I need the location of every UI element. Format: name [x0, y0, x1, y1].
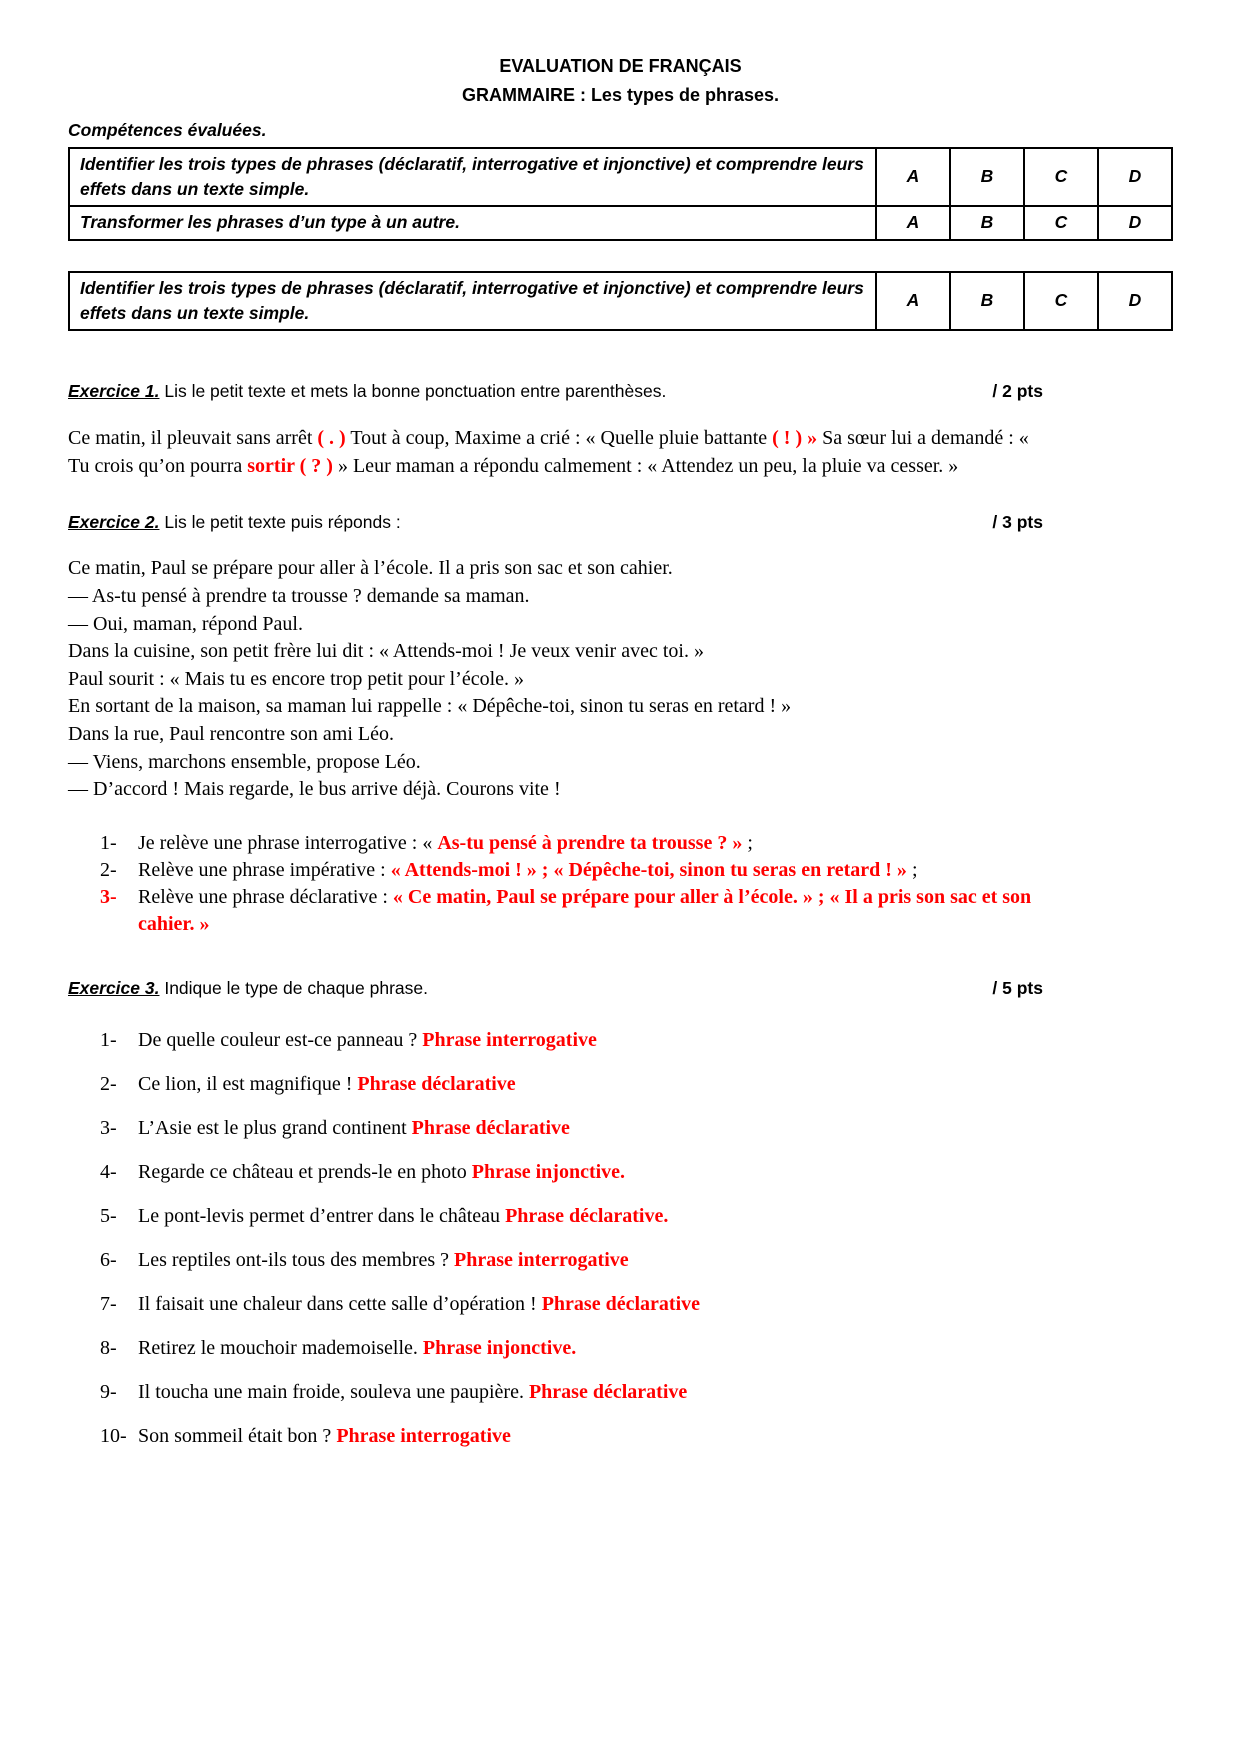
story-line: — Oui, maman, répond Paul.	[68, 612, 303, 635]
competency-label: Identifier les trois types de phrases (déclaratif, interrogative et injonctive) et comprendre leurs effets dans un texte simple.	[69, 148, 876, 207]
item-number: 9-	[100, 1380, 117, 1403]
exercise2-story	[68, 555, 1043, 803]
text-segment: Ce matin, il pleuvait sans arrêt	[68, 427, 318, 450]
story-line: Paul sourit : « Mais tu es encore trop petit pour l’école. »	[68, 667, 525, 690]
grade-cell-d: D	[1098, 272, 1172, 331]
story-line: — Viens, marchons ensemble, propose Léo.	[68, 750, 421, 773]
table-row	[69, 272, 1172, 331]
item-text	[138, 830, 1043, 857]
list-item	[100, 830, 1043, 857]
item-number: 10-	[100, 1424, 127, 1447]
answer-text: Phrase déclarative	[411, 1116, 570, 1139]
item-text	[138, 1379, 1043, 1406]
sentence: Les reptiles ont-ils tous des membres ?	[138, 1248, 455, 1271]
exercise2-points: / 3 pts	[992, 512, 1043, 533]
exercise3-points: / 5 pts	[992, 977, 1043, 998]
story-line: Ce matin, Paul se prépare pour aller à l’école. Il a pris son sac et son cahier.	[68, 557, 673, 580]
item-text	[138, 1423, 1043, 1450]
sentence: Il faisait une chaleur dans cette salle d’opération !	[138, 1292, 542, 1315]
sentence: Ce lion, il est magnifique !	[138, 1072, 358, 1095]
exercise1-label: Exercice 1.	[68, 381, 160, 402]
list-item	[100, 1291, 1043, 1318]
item-text	[138, 1203, 1043, 1230]
document-subtitle: GRAMMAIRE : Les types de phrases.	[461, 84, 780, 105]
item-text	[138, 857, 1043, 884]
grade-cell-c: C	[1024, 206, 1098, 239]
grade-cell-d: D	[1098, 148, 1172, 207]
story-line: Dans la cuisine, son petit frère lui dit : « Attends-moi ! Je veux venir avec toi. »	[68, 640, 704, 663]
exercise1-header	[68, 381, 1043, 402]
table-row	[69, 148, 1172, 207]
exercise1-points: / 2 pts	[992, 381, 1043, 402]
story-line: — D’accord ! Mais regarde, le bus arrive déjà. Courons vite !	[68, 778, 561, 801]
document-header	[68, 52, 1173, 110]
body-column	[68, 381, 1043, 1449]
competency-label: Identifier les trois types de phrases (déclaratif, interrogative et injonctive) et comprendre leurs effets dans un texte simple.	[69, 272, 876, 331]
text-segment: ;	[742, 831, 753, 854]
text-segment: Je relève une phrase interrogative : «	[138, 831, 438, 854]
answer-text: « Ce matin, Paul se prépare pour aller à l’école. » ; « Il a pris son sac et son cahier. »	[138, 885, 1032, 935]
list-item	[100, 1159, 1043, 1186]
item-text	[138, 1071, 1043, 1098]
grade-cell-a: A	[876, 272, 950, 331]
item-number: 6-	[100, 1248, 117, 1271]
answer-text: Phrase interrogative	[422, 1028, 597, 1051]
sentence: Son sommeil était bon ?	[138, 1424, 337, 1447]
item-text	[138, 1159, 1043, 1186]
item-number: 3-	[100, 885, 117, 908]
text-segment: ;	[906, 858, 918, 881]
competences-heading: Compétences évaluées.	[68, 119, 267, 140]
grade-cell-b: B	[950, 148, 1024, 207]
table-row	[69, 206, 1172, 239]
answer-text: « Attends-moi ! » ; « Dépêche-toi, sinon tu seras en retard ! »	[390, 858, 907, 881]
item-number: 5-	[100, 1204, 117, 1227]
item-number: 1-	[100, 1028, 117, 1051]
text-segment: Relève une phrase impérative :	[138, 858, 391, 881]
competency-label: Transformer les phrases d’un type à un autre.	[69, 206, 876, 239]
list-item	[100, 1335, 1043, 1362]
list-item	[100, 1379, 1043, 1406]
exercise3-items	[100, 1027, 1043, 1450]
grade-cell-d: D	[1098, 206, 1172, 239]
exercise3-label: Exercice 3.	[68, 977, 160, 998]
exercise2-instruction: Lis le petit texte puis réponds :	[159, 512, 401, 533]
list-item	[100, 1423, 1043, 1450]
exercise1-text	[68, 424, 1043, 480]
item-number: 8-	[100, 1336, 117, 1359]
answer-text: Phrase déclarative	[357, 1072, 516, 1095]
item-text	[138, 1115, 1043, 1142]
text-segment: » Leur maman a répondu calmement : « Attendez un peu, la pluie va cesser. »	[332, 455, 959, 478]
grade-cell-c: C	[1024, 148, 1098, 207]
list-item	[100, 1027, 1043, 1054]
answer-text: Phrase déclarative	[528, 1380, 688, 1403]
exercise2-answers	[100, 830, 1043, 938]
answer-text: Phrase interrogative	[336, 1424, 511, 1447]
grade-cell-a: A	[876, 206, 950, 239]
sentence: Il toucha une main froide, souleva une paupière.	[138, 1380, 529, 1403]
story-line: — As-tu pensé à prendre ta trousse ? demande sa maman.	[68, 585, 530, 608]
competency-table-1	[68, 147, 1173, 241]
sentence: De quelle couleur est-ce panneau ?	[138, 1028, 423, 1051]
item-text	[138, 884, 1043, 938]
answer-punctuation: sortir ( ? )	[247, 455, 333, 478]
item-number: 3-	[100, 1116, 117, 1139]
exercise3-header	[68, 978, 1043, 999]
item-text	[138, 1335, 1043, 1362]
list-item	[100, 884, 1043, 938]
answer-text: As-tu pensé à prendre ta trousse ? »	[437, 831, 743, 854]
document-title: EVALUATION DE FRANÇAIS	[499, 56, 742, 76]
text-segment: Sa sœur lui a demandé : « Tu crois qu’on pourra	[68, 427, 1029, 478]
text-segment: Tout à coup, Maxime a crié : « Quelle pluie battante	[345, 427, 773, 450]
story-line: En sortant de la maison, sa maman lui rappelle : « Dépêche-toi, sinon tu seras en retard ! »	[68, 695, 792, 718]
item-text	[138, 1291, 1043, 1318]
item-text	[138, 1027, 1043, 1054]
item-number: 4-	[100, 1160, 117, 1183]
exercise2-header	[68, 512, 1043, 533]
grade-cell-c: C	[1024, 272, 1098, 331]
grade-cell-b: B	[950, 272, 1024, 331]
sentence: Retirez le mouchoir mademoiselle.	[138, 1336, 423, 1359]
exercise3-instruction-line	[68, 978, 428, 999]
sentence: Regarde ce château et prends-le en photo	[138, 1160, 472, 1183]
grade-cell-b: B	[950, 206, 1024, 239]
sentence: L’Asie est le plus grand continent	[138, 1116, 412, 1139]
sentence: Le pont-levis permet d’entrer dans le château	[138, 1204, 506, 1227]
exercise2-label: Exercice 2.	[68, 512, 160, 533]
exercise3-instruction: Indique le type de chaque phrase.	[159, 977, 429, 998]
item-number: 2-	[100, 1072, 117, 1095]
answer-text: Phrase injonctive.	[422, 1336, 577, 1359]
story-line: Dans la rue, Paul rencontre son ami Léo.	[68, 723, 395, 746]
answer-text: Phrase interrogative	[454, 1248, 629, 1271]
list-item	[100, 1115, 1043, 1142]
item-number: 2-	[100, 858, 117, 881]
exercise2-instruction-line	[68, 512, 401, 533]
exercise1-instruction: Lis le petit texte et mets la bonne ponctuation entre parenthèses.	[159, 381, 667, 402]
answer-text: Phrase injonctive.	[471, 1160, 626, 1183]
answer-text: Phrase déclarative.	[505, 1204, 669, 1227]
item-number: 1-	[100, 831, 117, 854]
grade-cell-a: A	[876, 148, 950, 207]
competency-table-2	[68, 271, 1173, 332]
list-item	[100, 1247, 1043, 1274]
answer-punctuation: ( ! ) »	[772, 427, 818, 450]
item-text	[138, 1247, 1043, 1274]
exercise1-instruction-line	[68, 381, 666, 402]
item-number: 7-	[100, 1292, 117, 1315]
list-item	[100, 1071, 1043, 1098]
list-item	[100, 1203, 1043, 1230]
answer-text: Phrase déclarative	[541, 1292, 700, 1315]
list-item	[100, 857, 1043, 884]
answer-punctuation: ( . )	[317, 427, 346, 450]
text-segment: Relève une phrase déclarative :	[138, 885, 393, 908]
